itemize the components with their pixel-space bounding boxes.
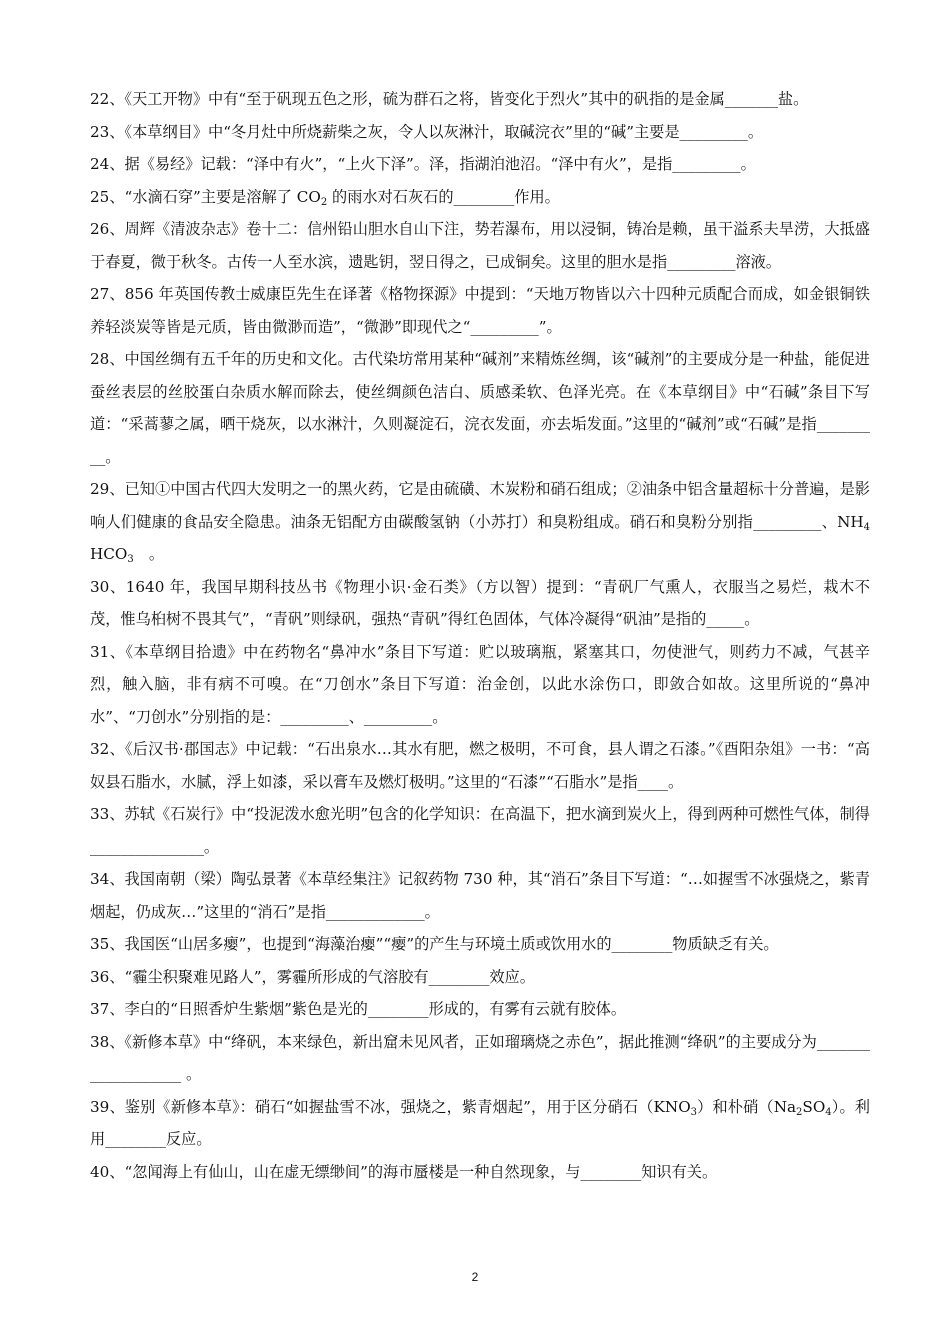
- question-text: 39、鉴别《新修本草》：硝石“如握盐雪不冰，强烧之，紫青烟起”，用于区分硝石（KNO: [90, 1097, 691, 1116]
- question-text: 22、《天工开物》中有“至于矾现五色之形，硫为群石之将，皆变化于烈火”其中的矾指的是金属_______盐。: [90, 90, 809, 108]
- subscript: 4: [825, 1106, 832, 1118]
- question-q26: [90, 213, 870, 278]
- question-q31: [90, 636, 870, 734]
- page-number: 2: [471, 1270, 479, 1284]
- question-list: [90, 83, 870, 1188]
- question-q35: [90, 928, 870, 961]
- question-text: ）。利用________反应。: [90, 1097, 870, 1148]
- question-q27: [90, 278, 870, 343]
- subscript: 3: [127, 554, 134, 565]
- question-text: 29、已知①中国古代四大发明之一的黑火药，它是由硫磺、木炭粉和硝石组成；②油条中铝含量超标十分普遍，是影响人们健康的食品安全隐患。油条无铝配方由碳酸氢钠（小苏打）和臭粉组成。硝石和臭粉分别指_________、NH: [90, 480, 870, 531]
- question-q29: [90, 473, 870, 571]
- question-text: 23、《本草纲目》中“冬月灶中所烧薪柴之灰，令人以灰淋汁，取碱浣衣”里的“碱”主要是_________。: [90, 122, 764, 141]
- question-q23: [90, 116, 870, 149]
- question-q25: [90, 181, 870, 214]
- subscript: 2: [320, 196, 328, 208]
- question-q37: [90, 993, 870, 1026]
- question-text: SO: [802, 1097, 826, 1116]
- question-text: 40、“忽闻海上有仙山，山在虚无缥缈间”的海市蜃楼是一种自然现象，与________知识有关。: [90, 1162, 718, 1181]
- question-q24: [90, 148, 870, 181]
- question-text: 37、李白的“日照香炉生紫烟”紫色是光的________形成的，有雾有云就有胶体。: [90, 1000, 627, 1018]
- subscript: 3: [690, 1106, 698, 1118]
- question-text: 27、856 年英国传教士威康臣先生在译著《格物探源》中提到：“天地万物皆以六十四种元质配合而成，如金银铜铁养轻淡炭等皆是元质，皆由微渺而造”，“微渺”即现代之“_________”。: [90, 285, 870, 336]
- question-text: 31、《本草纲目拾遗》中在药物名“鼻冲水”条目下写道：贮以玻璃瓶，紧塞其口，勿使泄气，则药力不减，气甚辛烈，触入脑，非有病不可嗅。在“刀创水”条目下写道：治金创，以此水涂伤口，即敛合如故。这里所说的“鼻冲水”、“刀创水”分别指的是：_________、_________。: [90, 642, 870, 726]
- question-q38: [90, 1026, 870, 1091]
- question-text: 36、“霾尘积聚难见路人”，雾霾所形成的气溶胶有________效应。: [90, 967, 535, 986]
- question-text: 33、苏轼《石炭行》中“投泥泼水愈光明”包含的化学知识：在高温下，把水滴到炭火上，得到两种可燃性气体，制得_______________。: [90, 805, 870, 856]
- question-text: 38、《新修本草》中“绛矾，本来绿色，新出窟未见风者，正如瑠璃烧之赤色”，据此推测“绛矾”的主要成分为___________________ 。: [90, 1032, 870, 1083]
- question-text: 24、据《易经》记载：“泽中有火”，“上火下泽”。泽，指湖泊池沼。“泽中有火”，是指_________。: [90, 155, 756, 173]
- question-q28: [90, 343, 870, 473]
- question-q22: [90, 83, 870, 116]
- question-text: 28、中国丝绸有五千年的历史和文化。古代染坊常用某种“碱剂”来精炼丝绸，该“碱剂”的主要成分是一种盐，能促进蚕丝表层的丝胶蛋白杂质水解而除去，使丝绸颜色洁白、质感柔软、色泽光亮。在《本草纲目》中“石碱”条目下写道：“采蒿蓼之属，晒干烧灰，以水淋汁，久则凝淀石，浣衣发面，亦去垢发面。”这里的“碱剂”或“石碱”是指_________。: [90, 350, 870, 466]
- question-text: 32、《后汉书·郡国志》中记载：“石出泉水…其水有肥，燃之极明，不可食，县人谓之石漆。”《酉阳杂俎》一书：“高奴县石脂水，水腻，浮上如漆，采以膏车及燃灯极明。”这里的“石漆”“石脂水”是指____。: [90, 740, 870, 791]
- question-q39: [90, 1091, 870, 1156]
- question-text: 。: [133, 545, 165, 563]
- subscript: 2: [796, 1106, 803, 1118]
- question-text: 的雨水对石灰石的________作用。: [327, 187, 560, 206]
- question-text: 26、周辉《清波杂志》卷十二：信州铅山胆水自山下注，势若瀑布，用以浸铜，铸冶是赖，虽干溢系夫旱涝，大抵盛于春夏，微于秋冬。古传一人至水滨，遗匙钥，翌日得之，已成铜矣。这里的胆水是指_________溶液。: [90, 220, 870, 271]
- question-text: 25、“水滴石穿”主要是溶解了 CO: [90, 187, 321, 206]
- subscript: 4: [863, 521, 870, 533]
- question-q30: [90, 571, 870, 636]
- question-text: 35、我国医“山居多瘿”，也提到“海藻治瘿”“瘿”的产生与环境土质或饮用水的________物质缺乏有关。: [90, 935, 779, 953]
- question-q36: [90, 961, 870, 994]
- question-text: HCO: [90, 545, 128, 563]
- question-q32: [90, 733, 870, 798]
- question-q40: [90, 1156, 870, 1189]
- question-text: 34、我国南朝（梁）陶弘景著《本草经集注》记叙药物 730 种，其“消石”条目下写道：“…如握雪不冰强烧之，紫青烟起，仍成灰…”这里的“消石”是指_____________。: [90, 870, 870, 921]
- question-q33: [90, 798, 870, 863]
- question-text: ）和朴硝（Na: [697, 1097, 797, 1116]
- question-q34: [90, 863, 870, 928]
- question-text: 30、1640 年，我国早期科技丛书《物理小识·金石类》（方以智）提到：“青矾厂气熏人，衣服当之易烂，栽木不茂，惟乌桕树不畏其气”，“青矾”则绿矾，强热“青矾”得红色固体，气体冷凝得“矾油”是指的_____。: [90, 577, 870, 628]
